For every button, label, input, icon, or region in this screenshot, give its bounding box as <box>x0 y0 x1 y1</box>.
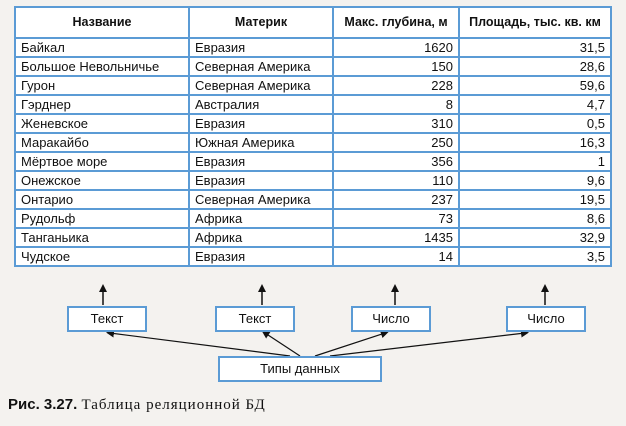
cell-area: 8,6 <box>459 209 611 228</box>
type-label-number-1: Число <box>351 306 431 332</box>
data-types-box: Типы данных <box>218 356 382 382</box>
table-header-row <box>15 7 611 38</box>
cell-continent: Евразия <box>189 114 333 133</box>
table-row <box>15 247 611 266</box>
cell-name: Онежское <box>15 171 189 190</box>
cell-area: 3,5 <box>459 247 611 266</box>
cell-name: Женевское <box>15 114 189 133</box>
cell-continent: Австралия <box>189 95 333 114</box>
cell-continent: Африка <box>189 228 333 247</box>
cell-max-depth: 250 <box>333 133 459 152</box>
caption-text: Таблица реляционной БД <box>81 397 266 413</box>
cell-max-depth: 150 <box>333 57 459 76</box>
table-row <box>15 95 611 114</box>
cell-area: 31,5 <box>459 38 611 57</box>
cell-max-depth: 237 <box>333 190 459 209</box>
cell-area: 16,3 <box>459 133 611 152</box>
cell-max-depth: 1620 <box>333 38 459 57</box>
type-label-text-1: Текст <box>67 306 147 332</box>
cell-max-depth: 110 <box>333 171 459 190</box>
cell-name: Байкал <box>15 38 189 57</box>
cell-continent: Африка <box>189 209 333 228</box>
header-area: Площадь, тыс. кв. км <box>459 7 611 38</box>
connector-4 <box>330 333 525 356</box>
cell-max-depth: 310 <box>333 114 459 133</box>
cell-continent: Северная Америка <box>189 57 333 76</box>
cell-continent: Евразия <box>189 38 333 57</box>
connector-3 <box>315 333 385 356</box>
header-name: Название <box>15 7 189 38</box>
cell-area: 1 <box>459 152 611 171</box>
header-continent: Материк <box>189 7 333 38</box>
cell-max-depth: 356 <box>333 152 459 171</box>
table-row <box>15 114 611 133</box>
type-label-text-2: Текст <box>215 306 295 332</box>
cell-continent: Евразия <box>189 247 333 266</box>
table-row <box>15 133 611 152</box>
cell-name: Мёртвое море <box>15 152 189 171</box>
table-row <box>15 209 611 228</box>
cell-continent: Северная Америка <box>189 190 333 209</box>
cell-max-depth: 14 <box>333 247 459 266</box>
connector-2 <box>265 333 300 356</box>
lakes-table <box>14 6 612 267</box>
table-row <box>15 190 611 209</box>
cell-max-depth: 8 <box>333 95 459 114</box>
cell-name: Танганьика <box>15 228 189 247</box>
cell-area: 28,6 <box>459 57 611 76</box>
cell-area: 59,6 <box>459 76 611 95</box>
cell-name: Онтарио <box>15 190 189 209</box>
header-max-depth: Макс. глубина, м <box>333 7 459 38</box>
cell-continent: Северная Америка <box>189 76 333 95</box>
cell-name: Маракайбо <box>15 133 189 152</box>
cell-name: Гурон <box>15 76 189 95</box>
caption-label: Рис. 3.27. <box>8 396 78 413</box>
table-row <box>15 152 611 171</box>
cell-name: Гэрднер <box>15 95 189 114</box>
figure-caption <box>8 396 266 414</box>
table-row <box>15 76 611 95</box>
cell-area: 19,5 <box>459 190 611 209</box>
cell-area: 4,7 <box>459 95 611 114</box>
cell-max-depth: 228 <box>333 76 459 95</box>
cell-name: Большое Невольничье <box>15 57 189 76</box>
cell-area: 9,6 <box>459 171 611 190</box>
cell-area: 0,5 <box>459 114 611 133</box>
table-row <box>15 57 611 76</box>
table-row <box>15 171 611 190</box>
cell-name: Чудское <box>15 247 189 266</box>
cell-max-depth: 1435 <box>333 228 459 247</box>
cell-continent: Евразия <box>189 152 333 171</box>
cell-area: 32,9 <box>459 228 611 247</box>
connector-1 <box>110 333 290 356</box>
type-label-number-2: Число <box>506 306 586 332</box>
table-row <box>15 228 611 247</box>
cell-max-depth: 73 <box>333 209 459 228</box>
cell-continent: Евразия <box>189 171 333 190</box>
cell-continent: Южная Америка <box>189 133 333 152</box>
cell-name: Рудольф <box>15 209 189 228</box>
table-row <box>15 38 611 57</box>
